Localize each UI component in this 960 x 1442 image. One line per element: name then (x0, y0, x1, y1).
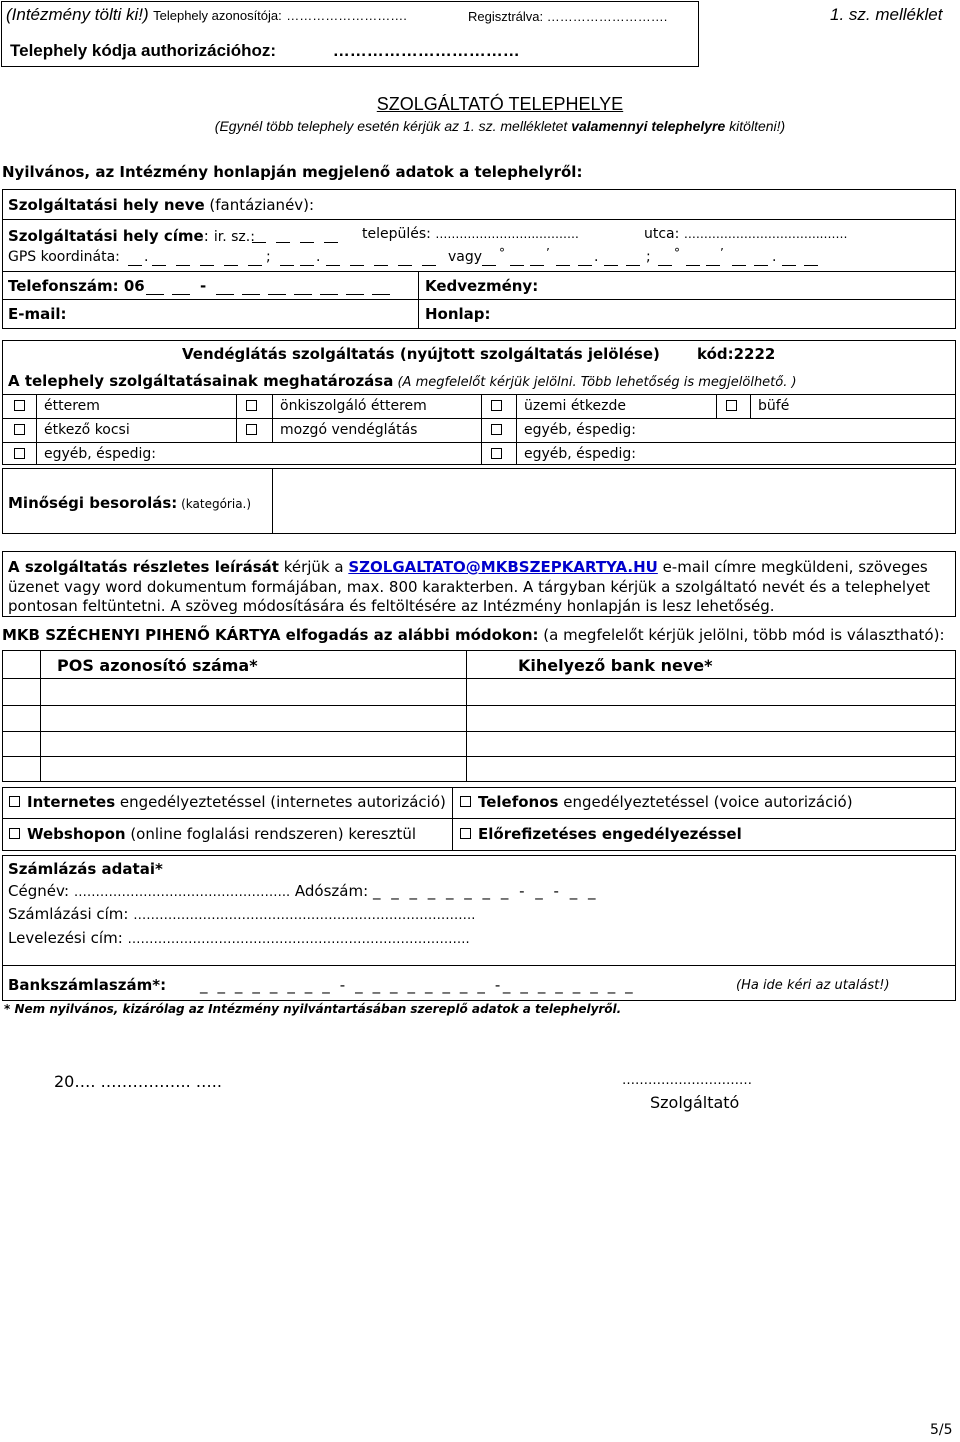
billing-address-field[interactable] (8, 905, 475, 923)
description-line-1: A szolgáltatás részletes leírását kérjük a SZOLGALTATO@MKBSZEPKARTYA.HU e-mail címre megküldeni, szöveges (8, 558, 928, 576)
street-field[interactable] (644, 226, 847, 242)
service-title: Vendéglátás szolgáltatás (nyújtott szolgáltatás jelölése) (182, 345, 660, 363)
option-etterem: étterem (44, 398, 100, 414)
checkbox-uzemi[interactable] (491, 400, 502, 411)
checkbox-bufe[interactable] (726, 400, 737, 411)
bank-col-header: Kihelyező bank neve* (518, 656, 713, 675)
registered-row (468, 9, 667, 24)
public-heading: Nyilvános, az Intézmény honlapján megjelenő adatok a telephelyről: (2, 163, 583, 181)
checkbox-onkiszolgalo[interactable] (246, 400, 257, 411)
auth-code-label: Telephely kódja authorizációhoz: (10, 41, 277, 60)
billing-heading: Számlázás adatai* (8, 860, 163, 878)
mailing-address-field[interactable] (8, 929, 470, 947)
option-prepaid: Előrefizetéses engedélyezéssel (478, 825, 742, 843)
company-dots: ………………………………………….. (73, 885, 291, 900)
footnote: * Nem nyilvános, kizárólag az Intézmény nyilvántartásában szereplő adatok a telephelyről. (4, 1002, 622, 1016)
city-dots: ……………………..………. (435, 227, 579, 241)
bank-account-label: Bankszámlaszám*: (8, 976, 167, 994)
quality-hint: (kategória.) (177, 497, 252, 511)
option-onkiszolgalo: önkiszolgáló étterem (280, 398, 427, 414)
address-label: Szolgáltatási hely címe (8, 227, 204, 245)
discount-label[interactable]: Kedvezmény: (425, 277, 539, 295)
auth-code-dots: …………………………… (332, 41, 520, 60)
annex-label: 1. sz. melléklet (830, 5, 943, 24)
card-heading: MKB SZÉCHENYI PIHENŐ KÁRTYA elfogadás az alábbi módokon: (a megfelelőt kérjük jelölni, több mód is választható): (2, 626, 945, 644)
page-subtitle: (Egynél több telephely esetén kérjük az 1. sz. mellékletet valamennyi telephelyre kitölteni!) (214, 118, 786, 134)
zip-label: ir. sz.: (213, 229, 255, 245)
mailing-address-dots: ……………………………………………………………………. (127, 932, 470, 947)
description-line-3: pontosan feltüntetni. A szöveg módosítására és feltöltésére az Intézmény honlapján is lesz lehetőség. (8, 597, 775, 615)
option-webshop: Webshopon (online foglalási rendszeren) keresztül (27, 825, 417, 843)
site-name-label: Szolgáltatási hely neve (8, 196, 205, 214)
service-define-row (8, 371, 797, 390)
billing-address-dots: ……………………………………………………………………. (133, 908, 476, 923)
signature-dots[interactable]: ………………………… (622, 1073, 752, 1088)
option-egyeb-3: egyéb, éspedig: (524, 446, 636, 462)
zip-blank-2[interactable] (276, 242, 290, 243)
street-label: utca: (644, 226, 680, 242)
bank-account-blanks[interactable]: _ _ _ _ _ _ _ _ - _ _ _ _ _ _ _ _ -_ _ _ _ _ _ _ _ (200, 976, 636, 994)
quality-input[interactable] (274, 470, 954, 532)
option-mozgo: mozgó vendéglátás (280, 422, 418, 438)
auth-code-row (10, 41, 520, 61)
option-egyeb-2: egyéb, éspedig: (44, 446, 156, 462)
service-define-label: A telephely szolgáltatásainak meghatározása (8, 372, 394, 390)
city-field[interactable] (362, 226, 579, 242)
checkbox-mozgo[interactable] (246, 424, 257, 435)
gps-label: GPS koordináta: (8, 249, 120, 265)
checkbox-etkezo-kocsi[interactable] (14, 424, 25, 435)
description-line-2: üzenet vagy word dokumentum formájában, max. 800 karakterben. A tárgyban kérjük a szolgáltató nevét és a telephelyet (8, 578, 931, 596)
option-uzemi: üzemi étkezde (524, 398, 626, 414)
option-egyeb-1: egyéb, éspedig: (524, 422, 636, 438)
company-field[interactable] (8, 882, 598, 900)
option-phone: Telefonos engedélyeztetéssel (voice autorizáció) (478, 793, 853, 811)
phone-label: Telefonszám: 06 (8, 277, 145, 295)
quality-row (8, 493, 251, 512)
tax-label: Adószám: (294, 882, 369, 900)
tax-blanks[interactable]: _ _ _ _ _ _ _ _ - _ - _ _ (372, 882, 599, 900)
checkbox-phone[interactable] (460, 796, 471, 807)
bank-account-hint: (Ha ide kéri az utalást!) (736, 978, 890, 993)
checkbox-prepaid[interactable] (460, 828, 471, 839)
date-field[interactable]: 20…. …………….. ….. (54, 1072, 222, 1091)
email-link[interactable]: SZOLGALTATO@MKBSZEPKARTYA.HU (348, 558, 658, 576)
registered-dots: ………………………. (546, 9, 668, 24)
service-code: kód:2222 (697, 345, 776, 363)
option-bufe: büfé (758, 398, 790, 414)
gps-or-label: vagy (448, 249, 483, 265)
checkbox-internet[interactable] (9, 796, 20, 807)
company-label: Cégnév: (8, 882, 70, 900)
zip-blank-4[interactable] (324, 242, 338, 243)
page-number: 5/5 (930, 1422, 953, 1438)
option-internet: Internetes engedélyeztetéssel (internetes autorizáció) (27, 793, 446, 811)
checkbox-etterem[interactable] (14, 400, 25, 411)
option-etkezo-kocsi: étkező kocsi (44, 422, 130, 438)
service-define-hint: (A megfelelőt kérjük jelölni. Több lehetőség is megjelölhető. ) (393, 375, 797, 390)
zip-blank-3[interactable] (300, 242, 314, 243)
email-label[interactable]: E-mail: (8, 305, 67, 323)
address-row: Szolgáltatási hely címe: ir. sz.: (8, 227, 255, 245)
mailing-address-label: Levelezési cím: (8, 929, 123, 947)
header-row-1 (6, 5, 407, 25)
registered-label: Regisztrálva: (468, 9, 544, 24)
street-dots: ……………………………..…… (683, 227, 848, 241)
site-name-hint: (fantázianév): (204, 196, 315, 214)
site-id-dots: ………………………. (286, 8, 407, 23)
billing-address-label: Számlázási cím: (8, 905, 129, 923)
site-name-field[interactable] (8, 196, 314, 214)
city-label: település: (362, 226, 431, 242)
checkbox-egyeb-3[interactable] (491, 448, 502, 459)
pos-col-header: POS azonosító száma* (57, 656, 258, 675)
site-id-label: Telephely azonosítója: (153, 8, 282, 23)
checkbox-egyeb-1[interactable] (491, 424, 502, 435)
checkbox-webshop[interactable] (9, 828, 20, 839)
quality-label: Minőségi besorolás: (8, 494, 178, 512)
checkbox-egyeb-2[interactable] (14, 448, 25, 459)
header-intro: (Intézmény tölti ki!) (6, 5, 149, 24)
zip-blank-1[interactable] (252, 242, 266, 243)
signature-label: Szolgáltató (650, 1093, 740, 1112)
website-label[interactable]: Honlap: (425, 305, 491, 323)
page-title: SZOLGÁLTATÓ TELEPHELYE (376, 94, 624, 114)
